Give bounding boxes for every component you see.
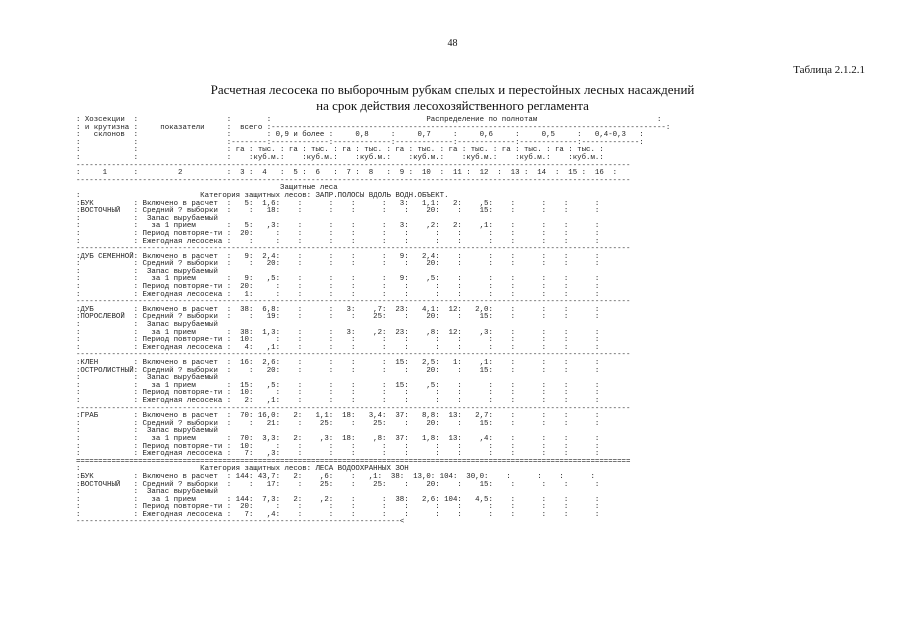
table-line: : : Ежегодная лесосека : 1: : : : : : : : : : : : : : (76, 290, 600, 299)
table-line: : : за 1 прием : 15: ,5: : : : : 15: ,5: : : : : : : (76, 381, 600, 390)
table-line: : склонов : : : 0,9 и более : 0,8 : 0,7 : 0,6 : 0,5 : 0,4-0,3 : (76, 131, 644, 140)
table-line: : : : га : тыс. : га : тыс. : га : тыс. : га : тыс. : га : тыс. : га : тыс. : га : тыс. : (76, 146, 604, 155)
table-line: : Хозсекции : : : Распределение по полнотам : (76, 116, 662, 124)
table-line: :БУК : Включено в расчет : 5: 1,6: : : : : 3: 1,1: 2: ,5: : : : : (76, 199, 600, 208)
table-line: : : Ежегодная лесосека : 7: ,3: : : : : : : : : : : : : (76, 450, 600, 459)
table-line: : : Запас вырубаемый (76, 374, 218, 383)
table-line: ----------------------------------------------------------------------------------------------------------------------------- (76, 161, 631, 170)
table-line: : : Ежегодная лесосека : 2: ,1: : : : : : : : : : : : : (76, 396, 600, 405)
table-line: ============================================================================================================================= (76, 457, 631, 466)
table-title-line-1: Расчетная лесосека по выборочным рубкам спелых и перестойных лесных насаждений (210, 82, 695, 97)
table-line: :ДУБ СЕМЕННОЙ: Включено в расчет : 9: 2,4: : : : : 9: 2,4: : : : : : : (76, 252, 600, 261)
table-line: :БУК : Включено в расчет : 144: 43,7: 2: ,6: : ,1: 38: 13,0: 104: 30,0: : : : : (76, 472, 595, 481)
table-line: : : Ежегодная лесосека : 4: ,1: : : : : : : : : : : : : (76, 343, 600, 352)
table-line: ----------------------------------------------------------------------------------------------------------------------------- (76, 245, 631, 254)
table-line: :КЛЕН : Включено в расчет : 16: 2,6: : : : : 15: 2,5: 1: ,1: : : : : (76, 359, 600, 367)
table-line: : : Запас вырубаемый (76, 321, 218, 330)
table-line: : : за 1 прием : 9: ,5: : : : : 9: ,5: : : : : : : (76, 275, 600, 284)
table-line: : : Запас вырубаемый (76, 214, 218, 223)
table-line: : : Ежегодная лесосека : 7: ,4: : : : : : : : : : : : : (76, 510, 600, 519)
page-number: 48 (447, 38, 458, 49)
table-line: Защитные леса (76, 184, 338, 193)
table-line: :ГРАБ : Включено в расчет : 70: 16,0: 2: 1,1: 18: 3,4: 37: 8,8: 13: 2,7: : : : : (76, 412, 600, 421)
table-line: : : : :куб.м.: :куб.м.: :куб.м.: :куб.м.: :куб.м.: :куб.м.: :куб.м.: (76, 153, 604, 162)
table-line: : : Период повторяе-ти : 20: : : : : : : : : : : : : : (76, 503, 600, 512)
table-line: : : за 1 прием : 5: ,3: : : : : 3: ,2: 2: ,1: : : : : (76, 222, 600, 231)
table-line: : 1 : 2 : 3 : 4 : 5 : 6 : 7 : 8 : 9 : 10 : 11 : 12 : 13 : 14 : 15 : 16 : (76, 169, 618, 178)
table-line: : : Ежегодная лесосека : : : : : : : : : : : : : : : (76, 237, 600, 246)
table-line: : Категория защитных лесов: ЛЕСА ВОДООХРАННЫХ ЗОН (76, 465, 409, 474)
table-line: : : Запас вырубаемый (76, 267, 218, 276)
table-line: ----------------------------------------------------------------------------------------------------------------------------- (76, 351, 631, 360)
forest-cutting-table (76, 117, 670, 527)
table-line: : Категория защитных лесов: ЗАПР.ПОЛОСЫ ВДОЛЬ ВОДН.ОБЪЕКТ. (76, 191, 449, 200)
table-line: : : :--------:-------------:-------------:-------------:-------------:-------------:-------------: (76, 138, 644, 147)
table-line: : : Запас вырубаемый (76, 488, 218, 497)
table-line: : : Средний ? выборки : : 21: : 25: : 25: : 20: : 15: : : : : (76, 419, 600, 428)
table-line: : : Период повторяе-ти : 10: : : : : : : : : : : : : : (76, 389, 600, 398)
table-line: : : Период повторяе-ти : 10: : : : : : : : : : : : : : (76, 336, 600, 345)
table-line: : : за 1 прием : 38: 1,3: : : 3: ,2: 23: ,8: 12: ,3: : : : : (76, 328, 600, 337)
table-line: :ДУБ : Включено в расчет : 38: 6,8: : : 3: ,7: 23: 4,1: 12: 2,0: : : : : (76, 305, 600, 314)
table-line: :ПОРОСЛЕВОЙ : Средний ? выборки : : 19: : : : 25: : 20: : 15: : : : : (76, 313, 600, 322)
table-line: : : Период повторяе-ти : 10: : : : : : : : : : : : : : (76, 442, 600, 451)
table-line: ----------------------------------------------------------------------------------------------------------------------------- (76, 404, 631, 413)
table-line: : : Период повторяе-ти : 20: : : : : : : : : : : : : : (76, 283, 600, 292)
table-line: ----------------------------------------------------------------------------------------------------------------------------- (76, 176, 631, 185)
table-line: ----------------------------------------------------------------------------------------------------------------------------- (76, 298, 631, 307)
table-line: : : Период повторяе-ти : 20: : : : : : : : : : : : : : (76, 229, 600, 238)
table-line: -------------------------------------------------------------------------< (76, 518, 405, 527)
table-line: :ОСТРОЛИСТНЫЙ: Средний ? выборки : : 20: : : : : : 20: : 15: : : : : (76, 366, 600, 375)
table-number: Таблица 2.1.2.1 (793, 64, 865, 76)
table-line: : : за 1 прием : 70: 3,3: 2: ,3: 18: ,8: 37: 1,8: 13: ,4: : : : : (76, 434, 600, 443)
table-line: : : Средний ? выборки : : 20: : : : : : 20: : : : : : : (76, 260, 600, 269)
table-title-line-2: на срок действия лесохозяйственного регламента (316, 98, 589, 113)
table-line: :ВОСТОЧНЫЙ : Средний ? выборки : : 18: : : : : : 20: : 15: : : : : (76, 207, 600, 216)
table-line: : : Запас вырубаемый (76, 427, 218, 436)
table-line: : : за 1 прием : 144: 7,3: 2: ,2: : : 38: 2,6: 104: 4,5: : : : : (76, 495, 600, 504)
table-line: :ВОСТОЧНЫЙ : Средний ? выборки : : 17: : 25: : 25: : 20: : 15: : : : : (76, 480, 600, 489)
table-line: : и крутизна : показатели : всего :-----------------------------------------------------------------------------------------: (76, 123, 671, 132)
